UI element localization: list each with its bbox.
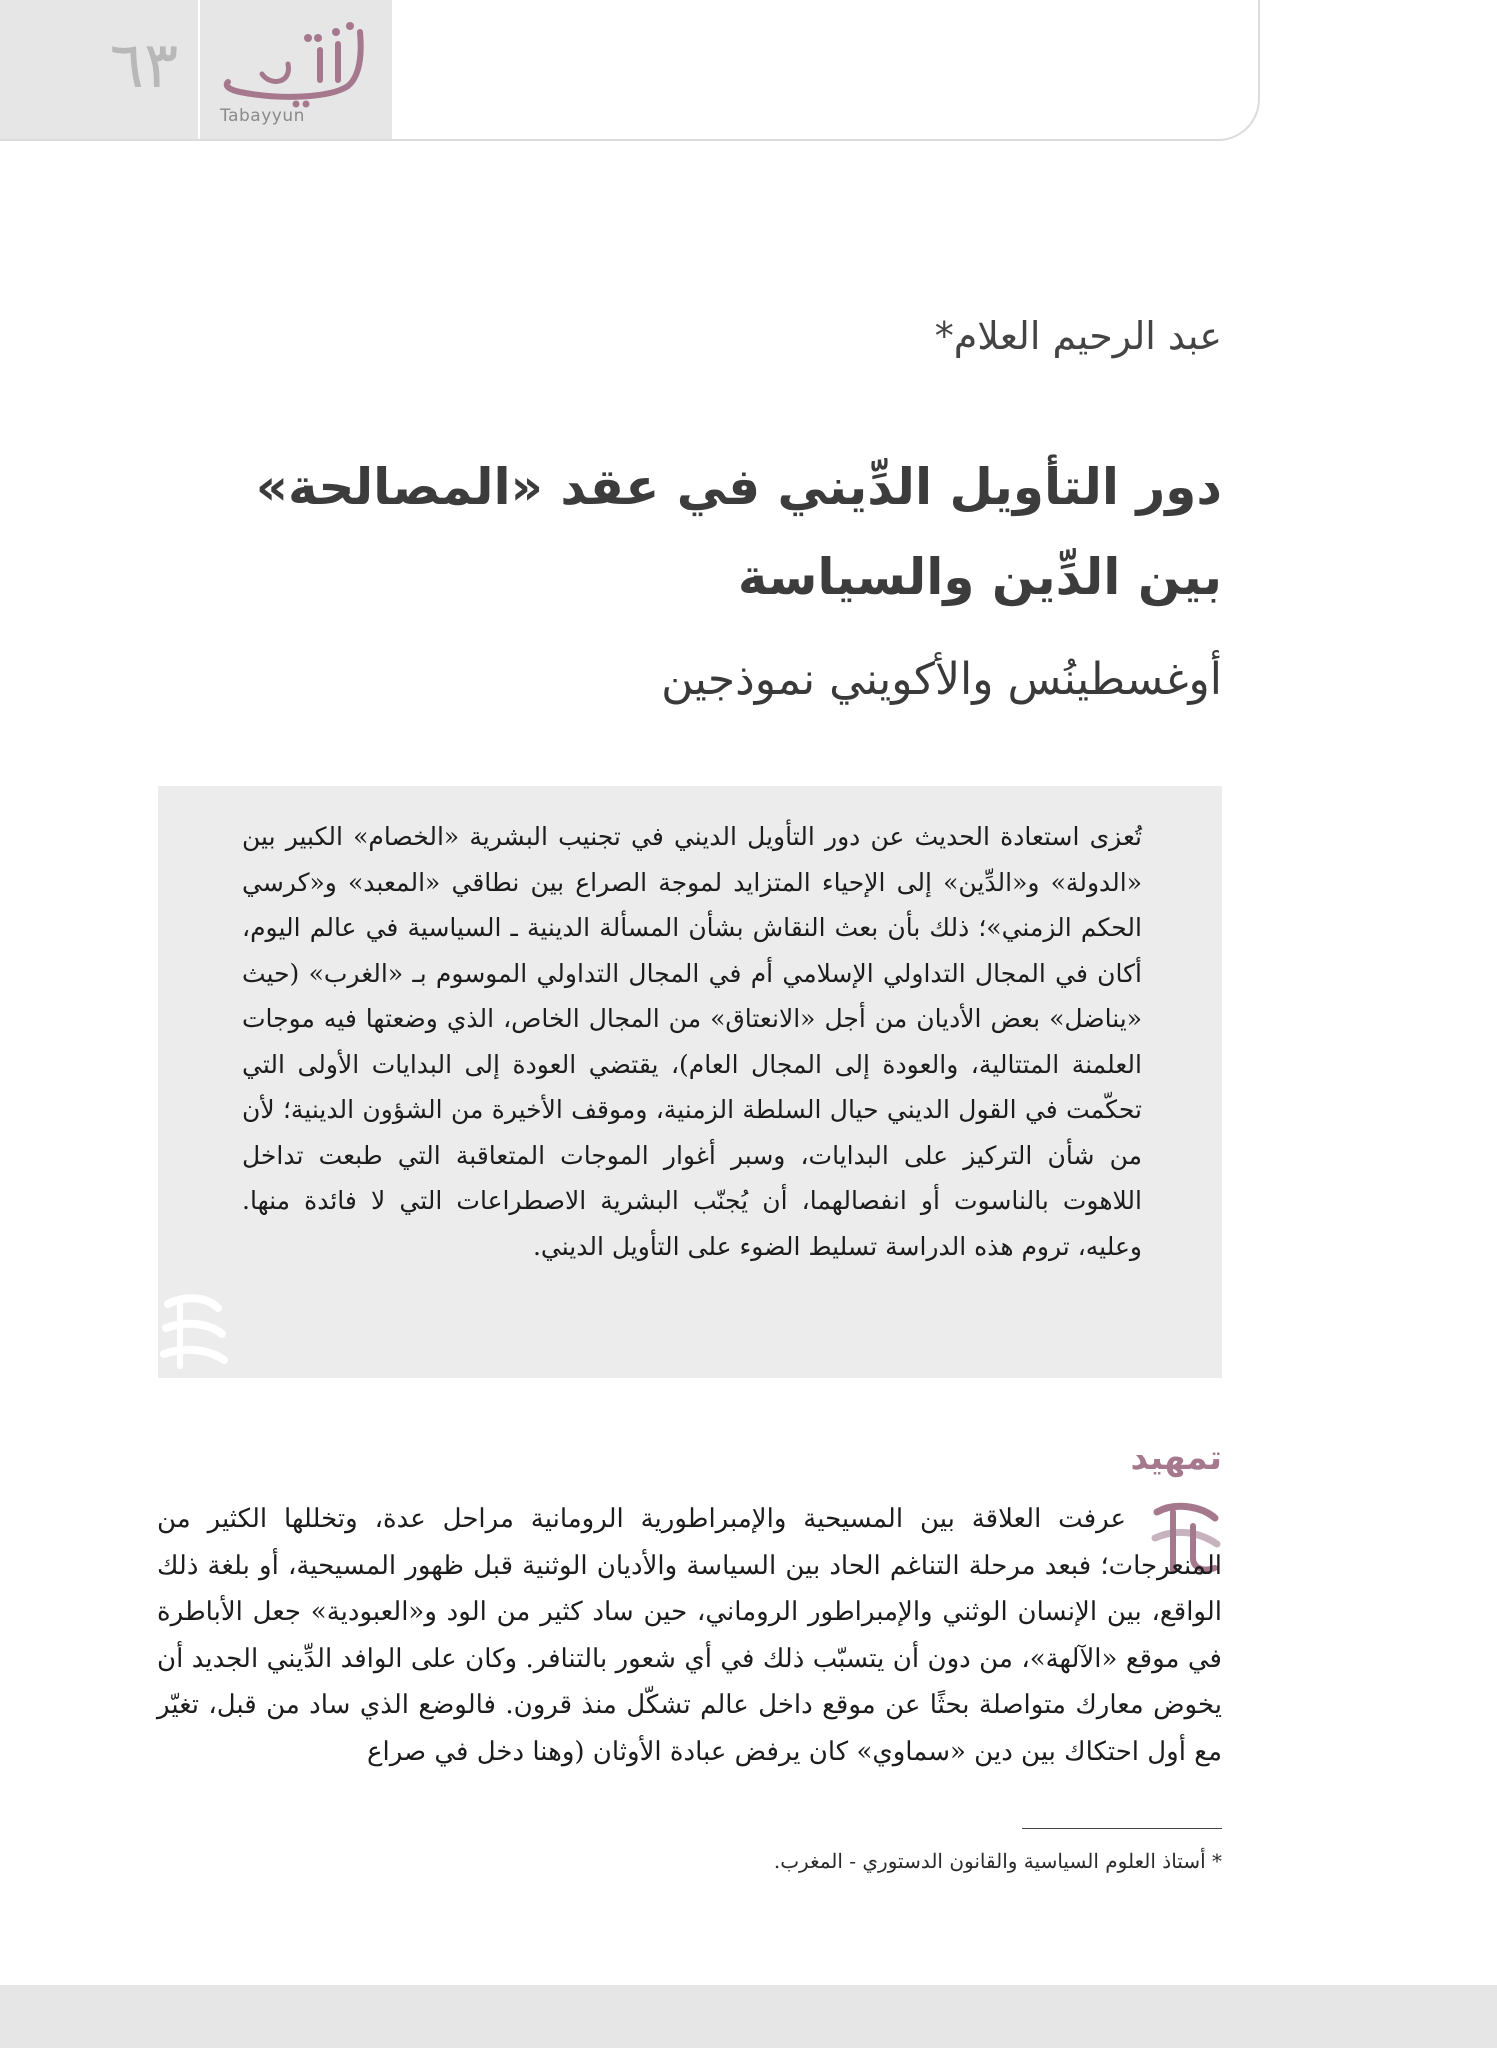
abstract-box <box>158 786 1222 1378</box>
article-title <box>222 442 1222 622</box>
article-subtitle: أوغسطينُس والأكويني نموذجين <box>661 654 1222 705</box>
section-paragraph: عرفت العلاقة بين المسيحية والإمبراطورية الرومانية مراحل عدة، وتخللها الكثير من المنعرجات؛ فبعد مرحلة التناغم الحاد بين السياسة والأديان الوثنية قبل ظهور المسيحية، أو بلغة ذلك الواقع، بين الإنسان الوثني والإمبراطور الروماني، حين ساد كثير من الود و«العبودية» جعل الأباطرة في موقع «الآلهة»، من دون أن يتسبّب ذلك في أي شعور بالتنافر. وكان على الوافد الدِّيني الجديد أن يخوض معارك متواصلة بحثًا عن موقع داخل عالم تشكّل منذ قرون. فالوضع الذي ساد من قبل، تغيّر مع أول احتكاك بين دين «سماوي» كان يرفض عبادة الأوثان (وهنا دخل في صراع <box>157 1504 1222 1767</box>
footnote-text: أستاذ العلوم السياسية والقانون الدستوري - المغرب. <box>773 1849 1206 1873</box>
author-name: عبد الرحيم العلام* <box>934 314 1222 358</box>
page-number: ٦٣ <box>109 29 179 103</box>
title-line-2: بين الدِّين والسياسة <box>737 548 1222 606</box>
footnote-marker: * <box>1212 1849 1222 1873</box>
footer-band <box>0 1985 1497 2048</box>
header-divider <box>198 0 200 139</box>
footnote <box>522 1843 1222 1879</box>
logo-watermark-icon <box>158 1284 230 1372</box>
title-line-1: دور التأويل الدِّيني في عقد «المصالحة» <box>255 458 1222 516</box>
header-logo-panel <box>0 0 392 139</box>
footnote-rule <box>1022 1828 1222 1829</box>
journal-logo <box>210 14 380 130</box>
section-heading: تمهيد <box>1130 1438 1222 1478</box>
abstract-text: تُعزى استعادة الحديث عن دور التأويل الديني في تجنيب البشرية «الخصام» الكبير بين «الدولة» و«الدِّين» إلى الإحياء المتزايد لموجة الصراع بين نطاقي «المعبد» و«كرسي الحكم الزمني»؛ ذلك بأن بعث النقاش بشأن المسألة الدينية ـ السياسية في عالم اليوم، أكان في المجال التداولي الإسلامي أم في المجال التداولي الموسوم بـ «الغرب» (حيث «يناضل» بعض الأديان من أجل «الانعتاق» من المجال الخاص، الذي وضعتها فيه موجات العلمنة المتتالية، والعودة إلى المجال العام)، يقتضي العودة إلى البدايات الأولى التي تحكّمت في القول الديني حيال السلطة الزمنية، وموقف الأخيرة من الشؤون الدينية؛ لأن من شأن التركيز على البدايات، وسبر أغوار الموجات المتعاقبة التي طبعت تداخل اللاهوت بالناسوت أو انفصالهما، أن يُجنّب البشرية الاصطراعات التي لا فائدة منها. وعليه، تروم هذه الدراسة تسليط الضوء على التأويل الديني. <box>242 822 1142 1261</box>
tabayyun-logo-icon <box>210 14 380 110</box>
journal-name-latin: Tabayyun <box>220 106 305 126</box>
section-body-text <box>157 1496 1222 1775</box>
